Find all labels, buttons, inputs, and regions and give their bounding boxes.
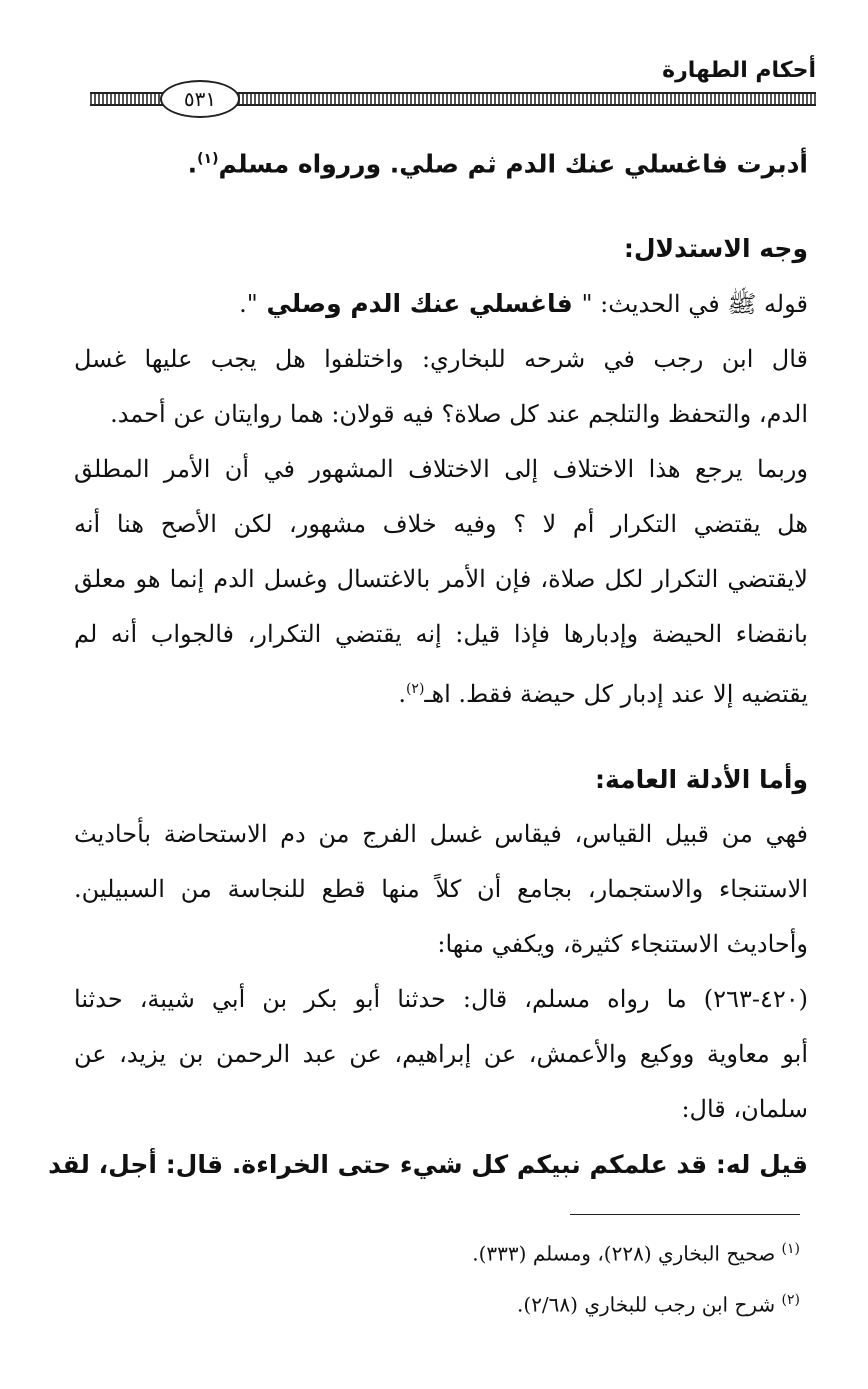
- footnote-1: [472, 1226, 800, 1277]
- footnote-text: صحيح البخاري (٢٢٨)، ومسلم (٣٣٣).: [472, 1241, 776, 1266]
- paragraph-line: سلمان، قال:: [681, 1095, 808, 1124]
- paragraph-line: [74, 662, 808, 722]
- hadith-line: [74, 132, 808, 191]
- paragraph-line: فهي من قبيل القياس، فيقاس غسل الفرج من دم الاستحاضة بأحاديث: [74, 820, 808, 849]
- paragraph-line: بانقضاء الحيضة وإدبارها فإذا قيل: إنه يقتضي التكرار، فالجواب أنه لم: [74, 620, 808, 649]
- hadith-text: أدبرت فاغسلي عنك الدم ثم صلي. وررواه مسلم: [218, 149, 808, 179]
- section-heading-evidence: وجه الاستدلال:: [623, 234, 808, 264]
- quote-text: فاغسلي عنك الدم وصلي: [257, 289, 582, 319]
- body-text: [48, 132, 808, 1192]
- paragraph-last-text: يقتضيه إلا عند إدبار كل حيضة فقط. اهـ: [424, 680, 808, 709]
- paragraph-last-end: .: [398, 680, 406, 709]
- page-number: ٥٣١: [160, 80, 240, 118]
- footnote-text: شرح ابن رجب للبخاري (٢/٦٨).: [517, 1292, 776, 1317]
- quote-intro: قوله ﷺ في الحديث: ": [581, 290, 808, 319]
- footnote-marker: (١): [781, 1241, 800, 1257]
- running-title: أحكام الطهارة: [662, 58, 816, 83]
- paragraph-line: (٤٢٠-٢٦٣) ما رواه مسلم، قال: حدثنا أبو بكر بن أبي شيبة، حدثنا: [74, 985, 808, 1014]
- footnote-separator: [570, 1214, 800, 1215]
- paragraph-line: الدم، والتحفظ والتلجم عند كل صلاة؟ فيه قولان: هما روايتان عن أحمد.: [110, 400, 808, 429]
- paragraph-line: لايقتضي التكرار لكل صلاة، فإن الأمر بالاغتسال وغسل الدم إنما هو معلق: [74, 565, 808, 594]
- footnote-ref-2: (٢): [405, 681, 425, 698]
- paragraph-line: قال ابن رجب في شرحه للبخاري: واختلفوا هل يجب عليها غسل: [74, 345, 808, 374]
- paragraph-line: وربما يرجع هذا الاختلاف إلى الاختلاف المشهور في أن الأمر المطلق: [74, 455, 808, 484]
- paragraph-line: أبو معاوية ووكيع والأعمش، عن إبراهيم، عن عبد الرحمن بن يزيد، عن: [74, 1040, 808, 1069]
- footnotes: [472, 1226, 800, 1327]
- section-heading-general-evidence: وأما الأدلة العامة:: [594, 765, 808, 795]
- hadith-end: .: [187, 149, 198, 179]
- footnote-2: [472, 1277, 800, 1328]
- paragraph-line: الاستنجاء والاستجمار، بجامع أن كلاً منها قطع للنجاسة من السبيلين.: [74, 875, 808, 904]
- quote-line: [74, 276, 808, 332]
- footnote-marker: (٢): [781, 1291, 800, 1308]
- hadith-line-final: قيل له: قد علمكم نبيكم كل شيء حتى الخراءة. قال: أجل، لقد: [48, 1150, 808, 1180]
- paragraph-line: هل يقتضي التكرار أم لا ؟ وفيه خلاف مشهور، لكن الأصح هنا أنه: [74, 510, 808, 539]
- paragraph-line: وأحاديث الاستنجاء كثيرة، ويكفي منها:: [437, 930, 808, 959]
- quote-end: ".: [239, 290, 258, 319]
- footnote-ref-1: (١): [197, 151, 219, 167]
